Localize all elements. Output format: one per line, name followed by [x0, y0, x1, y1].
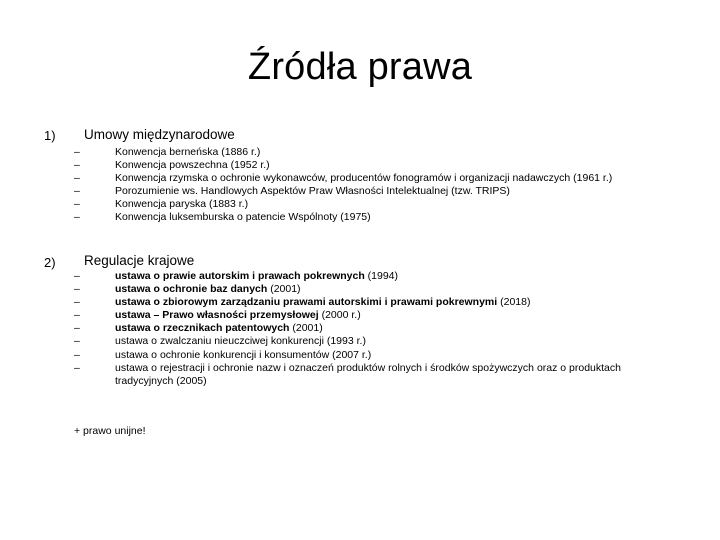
section-number-1: 1) — [44, 128, 56, 143]
eu-law-note: + prawo unijne! — [74, 425, 146, 437]
item-text: ustawa o ochronie konkurencji i konsumentów (2007 r.) — [115, 348, 372, 361]
list-item — [74, 172, 674, 185]
list-item — [74, 211, 674, 224]
dash-bullet: – — [74, 335, 80, 348]
list-item — [74, 185, 674, 198]
item-bold-text: ustawa o rzecznikach patentowych — [115, 322, 290, 335]
dash-bullet: – — [74, 296, 80, 309]
dash-bullet: – — [74, 185, 80, 198]
item-text: ustawa o rejestracji i ochronie nazw i oznaczeń produktów rolnych i środków spożywczych oraz o produktach tradycyjnych (2005) — [115, 361, 621, 387]
dash-bullet: – — [74, 361, 80, 374]
dash-bullet: – — [74, 348, 80, 361]
item-bold-text: ustawa o ochronie baz danych — [115, 283, 268, 296]
dash-bullet: – — [74, 159, 80, 172]
list-item — [74, 349, 674, 362]
dash-bullet: – — [74, 146, 80, 158]
list-item — [74, 270, 674, 283]
item-text: Konwencja luksemburska o patencie Wspólnoty (1975) — [115, 211, 371, 224]
slide-title: Źródła prawa — [247, 46, 473, 88]
dash-bullet: – — [74, 198, 80, 211]
item-text: Konwencja rzymska o ochronie wykonawców, producentów fonogramów i organizacji nadawczych (1961 r.) — [115, 172, 613, 185]
dash-bullet: – — [74, 309, 80, 322]
item-plain-text: (2000 r.) — [318, 309, 361, 322]
item-plain-text: (2018) — [497, 296, 531, 309]
list-item — [74, 159, 674, 172]
list-item — [74, 309, 674, 322]
item-plain-text: (1994) — [364, 270, 399, 282]
list-item — [74, 296, 674, 309]
item-text — [115, 309, 674, 322]
item-plain-text: (2001) — [267, 283, 301, 296]
item-text: Konwencja powszechna (1952 r.) — [115, 159, 270, 172]
list-item — [74, 322, 674, 335]
item-text: Porozumienie ws. Handlowych Aspektów Praw Własności Intelektualnej (tzw. TRIPS) — [115, 185, 510, 198]
item-text — [115, 283, 674, 296]
list-item — [74, 283, 674, 296]
dash-bullet: – — [74, 270, 80, 282]
item-text: Konwencja paryska (1883 r.) — [115, 198, 249, 211]
item-bold-text: ustawa o prawie autorskim i prawach pokrewnych — [115, 270, 365, 282]
list-item — [74, 198, 674, 211]
item-bold-text: ustawa o zbiorowym zarządzaniu prawami autorskimi i prawami pokrewnymi — [115, 296, 498, 309]
item-text — [115, 322, 674, 335]
item-plain-text: (2001) — [289, 322, 323, 335]
dash-bullet: – — [74, 172, 80, 185]
item-text — [115, 270, 674, 283]
item-text: ustawa o zwalczaniu nieuczciwej konkurencji (1993 r.) — [115, 335, 366, 348]
section-heading-2: Regulacje krajowe — [84, 253, 195, 268]
item-text: Konwencja berneńska (1886 r.) — [115, 146, 261, 158]
list-item — [74, 362, 674, 388]
dash-bullet: – — [74, 211, 80, 224]
dash-bullet: – — [74, 322, 80, 335]
list-item — [74, 335, 674, 348]
section-number-2: 2) — [44, 255, 56, 270]
international-agreements-list — [74, 146, 674, 225]
item-text — [115, 296, 674, 309]
item-bold-text: ustawa – Prawo własności przemysłowej — [115, 309, 319, 322]
national-regulations-list — [74, 270, 674, 388]
list-item — [74, 146, 674, 159]
section-heading-1: Umowy międzynarodowe — [84, 127, 235, 142]
dash-bullet: – — [74, 283, 80, 296]
